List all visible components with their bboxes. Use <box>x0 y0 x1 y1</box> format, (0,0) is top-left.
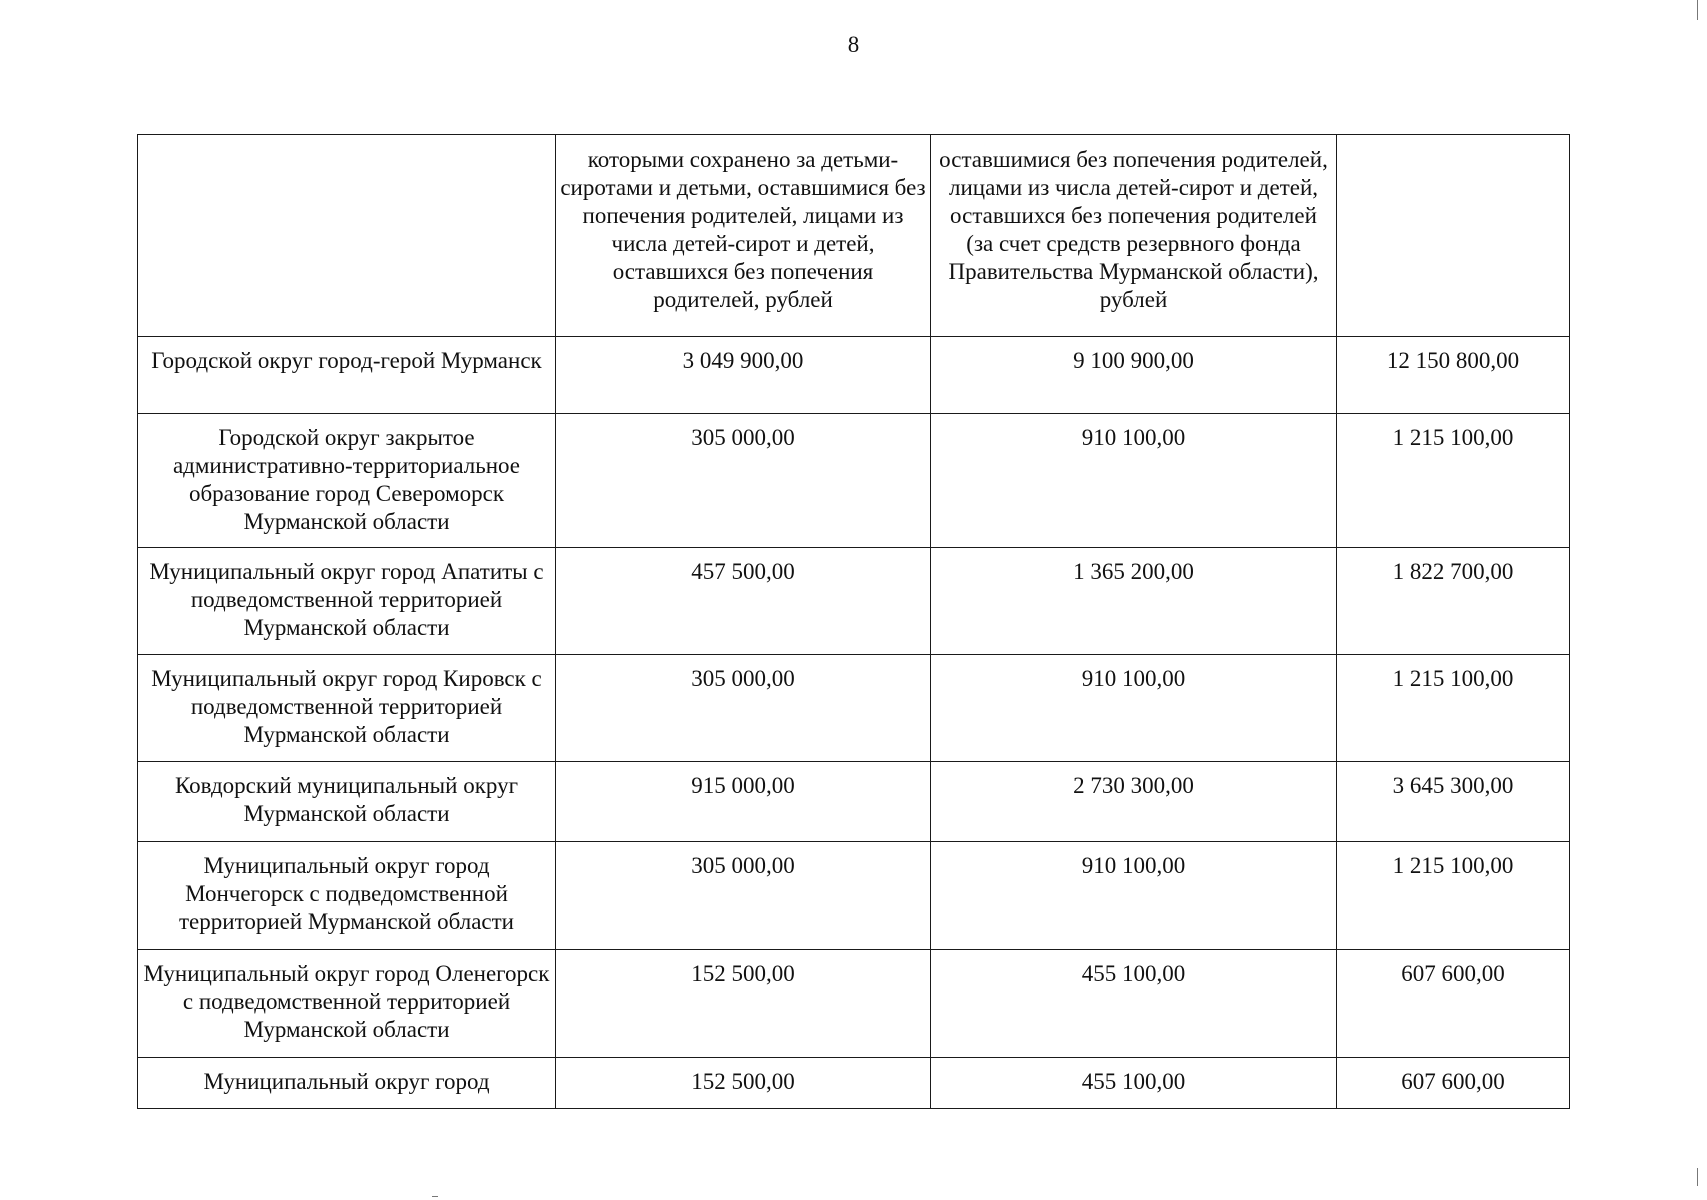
amount-total: 12 150 800,00 <box>1337 337 1570 414</box>
amount-reserve-fund: 910 100,00 <box>931 414 1337 548</box>
municipality-name: Муниципальный округ город <box>138 1058 556 1109</box>
table-row <box>138 414 1570 548</box>
amount-preserved: 457 500,00 <box>556 548 931 655</box>
scan-artifact <box>432 1196 438 1197</box>
header-cell-preserved-housing: которыми сохранено за детьми-сиротами и детьми, оставшимися без попечения родителей, лицами из числа детей-сирот и детей, оставшихся без попечения родителей, рублей <box>556 135 931 337</box>
amount-total: 1 822 700,00 <box>1337 548 1570 655</box>
table-row <box>138 655 1570 762</box>
municipality-name: Муниципальный округ город Мончегорск с подведомственной территорией Мурманской области <box>138 842 556 950</box>
table-row <box>138 762 1570 842</box>
table-row <box>138 842 1570 950</box>
amount-preserved: 305 000,00 <box>556 842 931 950</box>
amount-reserve-fund: 910 100,00 <box>931 655 1337 762</box>
municipality-name: Муниципальный округ город Апатиты с подведомственной территорией Мурманской области <box>138 548 556 655</box>
municipality-name: Ковдорский муниципальный округ Мурманской области <box>138 762 556 842</box>
amount-preserved: 305 000,00 <box>556 414 931 548</box>
amount-reserve-fund: 455 100,00 <box>931 950 1337 1058</box>
amount-total: 1 215 100,00 <box>1337 655 1570 762</box>
amount-total: 607 600,00 <box>1337 1058 1570 1109</box>
amount-reserve-fund: 910 100,00 <box>931 842 1337 950</box>
amount-preserved: 3 049 900,00 <box>556 337 931 414</box>
table-row <box>138 950 1570 1058</box>
amount-reserve-fund: 455 100,00 <box>931 1058 1337 1109</box>
amount-total: 607 600,00 <box>1337 950 1570 1058</box>
allocation-table <box>137 134 1570 1109</box>
scan-artifact <box>1697 0 1698 20</box>
amount-reserve-fund: 2 730 300,00 <box>931 762 1337 842</box>
municipality-name: Муниципальный округ город Оленегорск с подведомственной территорией Мурманской области <box>138 950 556 1058</box>
municipality-name: Городской округ закрытое административно-территориальное образование город Североморск Мурманской области <box>138 414 556 548</box>
table-row <box>138 548 1570 655</box>
amount-total: 1 215 100,00 <box>1337 842 1570 950</box>
page-number: 8 <box>847 32 860 57</box>
amount-total: 3 645 300,00 <box>1337 762 1570 842</box>
municipality-name: Муниципальный округ город Кировск с подведомственной территорией Мурманской области <box>138 655 556 762</box>
amount-reserve-fund: 9 100 900,00 <box>931 337 1337 414</box>
amount-total: 1 215 100,00 <box>1337 414 1570 548</box>
header-cell-municipality <box>138 135 556 337</box>
amount-preserved: 305 000,00 <box>556 655 931 762</box>
table-header-row <box>138 135 1570 337</box>
amount-reserve-fund: 1 365 200,00 <box>931 548 1337 655</box>
municipality-name: Городской округ город-герой Мурманск <box>138 337 556 414</box>
amount-preserved: 915 000,00 <box>556 762 931 842</box>
table-row <box>138 1058 1570 1109</box>
header-cell-total <box>1337 135 1570 337</box>
header-cell-reserve-fund: оставшимися без попечения родителей, лицами из числа детей-сирот и детей, оставшихся без попечения родителей (за счет средств резервного фонда Правительства Мурманской области), рублей <box>931 135 1337 337</box>
amount-preserved: 152 500,00 <box>556 950 931 1058</box>
scan-artifact <box>1697 1168 1698 1186</box>
amount-preserved: 152 500,00 <box>556 1058 931 1109</box>
table-row <box>138 337 1570 414</box>
